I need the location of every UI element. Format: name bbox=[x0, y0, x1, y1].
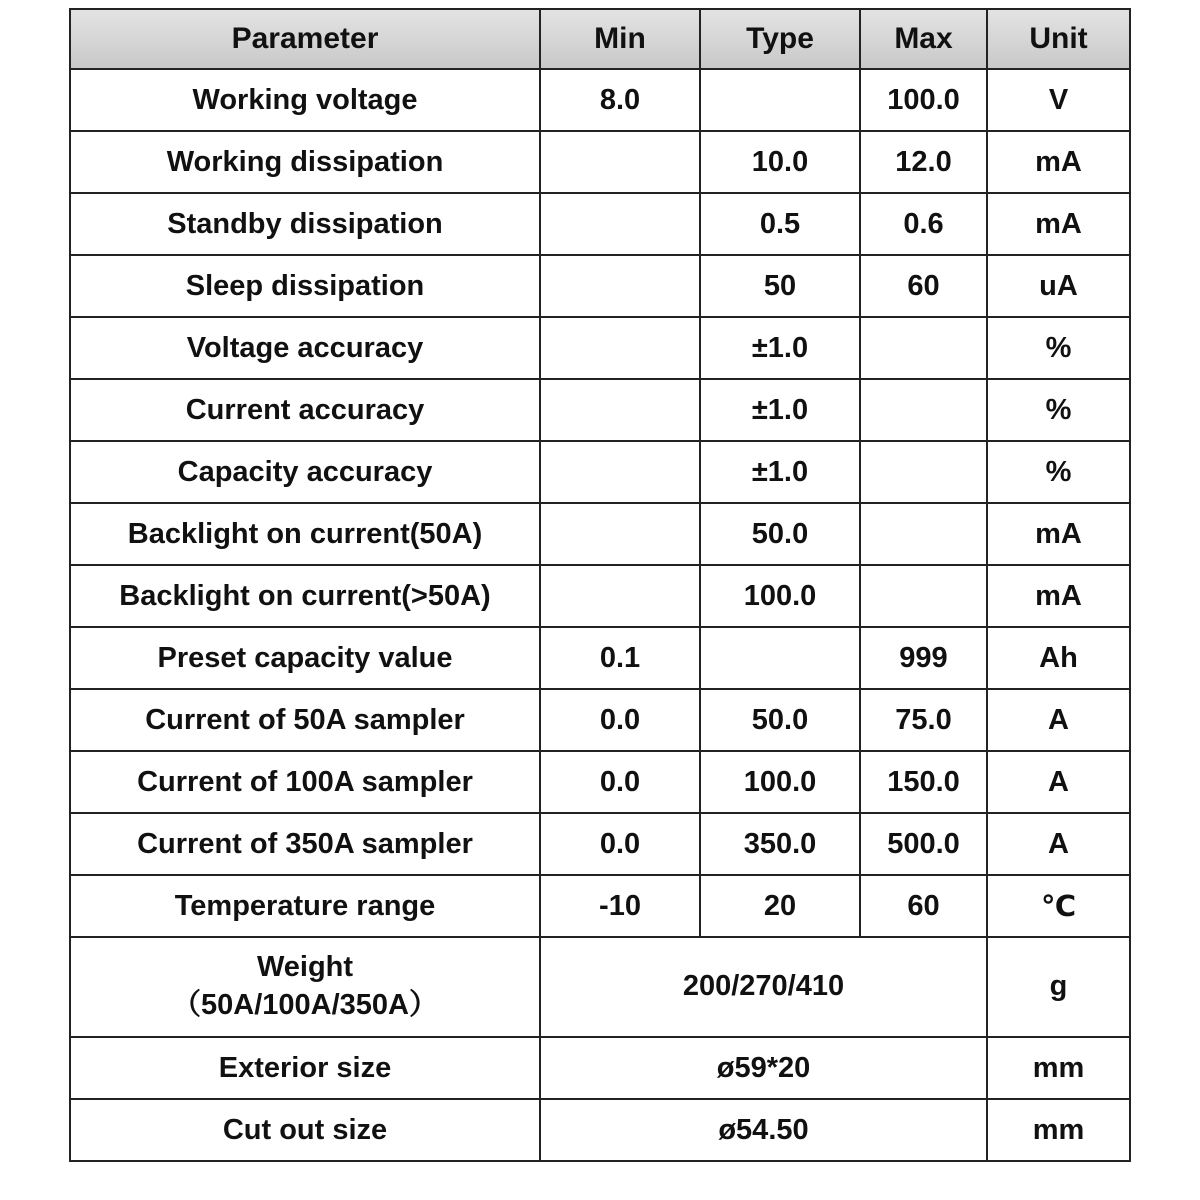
table-row bbox=[70, 69, 1130, 131]
unit-cell: V bbox=[987, 69, 1130, 131]
type-cell: 50.0 bbox=[700, 503, 860, 565]
max-cell bbox=[860, 317, 987, 379]
min-cell: 8.0 bbox=[540, 69, 700, 131]
table-row bbox=[70, 937, 1130, 1037]
type-cell: 100.0 bbox=[700, 751, 860, 813]
max-cell: 75.0 bbox=[860, 689, 987, 751]
unit-cell: uA bbox=[987, 255, 1130, 317]
type-cell: 50.0 bbox=[700, 689, 860, 751]
table-row bbox=[70, 379, 1130, 441]
unit-cell: mA bbox=[987, 565, 1130, 627]
value-cell: ø54.50 bbox=[540, 1099, 987, 1161]
max-cell: 60 bbox=[860, 255, 987, 317]
max-cell: 100.0 bbox=[860, 69, 987, 131]
type-cell: ±1.0 bbox=[700, 317, 860, 379]
table-row bbox=[70, 565, 1130, 627]
param-cell: Backlight on current(>50A) bbox=[70, 565, 540, 627]
table-row bbox=[70, 503, 1130, 565]
type-cell: 100.0 bbox=[700, 565, 860, 627]
table-row bbox=[70, 317, 1130, 379]
max-cell bbox=[860, 441, 987, 503]
max-cell: 12.0 bbox=[860, 131, 987, 193]
type-cell: ±1.0 bbox=[700, 379, 860, 441]
unit-cell: mA bbox=[987, 131, 1130, 193]
min-cell bbox=[540, 131, 700, 193]
min-cell bbox=[540, 255, 700, 317]
min-cell bbox=[540, 379, 700, 441]
param-cell: Current of 50A sampler bbox=[70, 689, 540, 751]
min-cell: 0.0 bbox=[540, 813, 700, 875]
spec-table bbox=[69, 8, 1131, 1162]
type-cell: 0.5 bbox=[700, 193, 860, 255]
max-cell bbox=[860, 565, 987, 627]
param-cell: Working dissipation bbox=[70, 131, 540, 193]
min-cell bbox=[540, 317, 700, 379]
param-cell: Temperature range bbox=[70, 875, 540, 937]
min-cell: 0.0 bbox=[540, 751, 700, 813]
value-cell: 200/270/410 bbox=[540, 937, 987, 1037]
max-cell: 0.6 bbox=[860, 193, 987, 255]
param-cell: Standby dissipation bbox=[70, 193, 540, 255]
type-cell bbox=[700, 69, 860, 131]
min-cell bbox=[540, 565, 700, 627]
max-cell: 150.0 bbox=[860, 751, 987, 813]
type-cell: ±1.0 bbox=[700, 441, 860, 503]
unit-cell: A bbox=[987, 813, 1130, 875]
table-row bbox=[70, 441, 1130, 503]
unit-cell: ℃ bbox=[987, 875, 1130, 937]
unit-cell: mA bbox=[987, 193, 1130, 255]
max-cell: 500.0 bbox=[860, 813, 987, 875]
param-cell bbox=[70, 937, 540, 1037]
type-cell: 350.0 bbox=[700, 813, 860, 875]
param-cell: Current of 350A sampler bbox=[70, 813, 540, 875]
col-header-type: Type bbox=[700, 9, 860, 69]
param-cell: Cut out size bbox=[70, 1099, 540, 1161]
param-cell: Voltage accuracy bbox=[70, 317, 540, 379]
unit-cell: % bbox=[987, 379, 1130, 441]
type-cell: 20 bbox=[700, 875, 860, 937]
unit-cell: mm bbox=[987, 1099, 1130, 1161]
col-header-parameter: Parameter bbox=[70, 9, 540, 69]
table-row bbox=[70, 131, 1130, 193]
param-cell: Current of 100A sampler bbox=[70, 751, 540, 813]
table-row bbox=[70, 627, 1130, 689]
max-cell: 60 bbox=[860, 875, 987, 937]
type-cell: 50 bbox=[700, 255, 860, 317]
min-cell bbox=[540, 441, 700, 503]
header-row bbox=[70, 9, 1130, 69]
param-cell: Capacity accuracy bbox=[70, 441, 540, 503]
table-row bbox=[70, 193, 1130, 255]
max-cell: 999 bbox=[860, 627, 987, 689]
spec-table-body bbox=[70, 69, 1130, 1161]
unit-cell: A bbox=[987, 689, 1130, 751]
min-cell: 0.0 bbox=[540, 689, 700, 751]
unit-cell: % bbox=[987, 317, 1130, 379]
param-line1: Weight bbox=[256, 951, 354, 984]
param-line2: （50A/100A/350A） bbox=[172, 989, 438, 1021]
unit-cell: A bbox=[987, 751, 1130, 813]
table-row bbox=[70, 1099, 1130, 1161]
min-cell bbox=[540, 193, 700, 255]
unit-cell: % bbox=[987, 441, 1130, 503]
param-cell: Exterior size bbox=[70, 1037, 540, 1099]
table-row bbox=[70, 689, 1130, 751]
param-cell: Working voltage bbox=[70, 69, 540, 131]
type-cell bbox=[700, 627, 860, 689]
max-cell bbox=[860, 379, 987, 441]
col-header-max: Max bbox=[860, 9, 987, 69]
param-cell: Backlight on current(50A) bbox=[70, 503, 540, 565]
param-cell: Current accuracy bbox=[70, 379, 540, 441]
table-row bbox=[70, 1037, 1130, 1099]
col-header-min: Min bbox=[540, 9, 700, 69]
min-cell: 0.1 bbox=[540, 627, 700, 689]
table-row bbox=[70, 751, 1130, 813]
min-cell: -10 bbox=[540, 875, 700, 937]
max-cell bbox=[860, 503, 987, 565]
min-cell bbox=[540, 503, 700, 565]
param-cell: Sleep dissipation bbox=[70, 255, 540, 317]
value-cell: ø59*20 bbox=[540, 1037, 987, 1099]
table-row bbox=[70, 255, 1130, 317]
col-header-unit: Unit bbox=[987, 9, 1130, 69]
unit-cell: Ah bbox=[987, 627, 1130, 689]
type-cell: 10.0 bbox=[700, 131, 860, 193]
unit-cell: mm bbox=[987, 1037, 1130, 1099]
table-row bbox=[70, 813, 1130, 875]
table-row bbox=[70, 875, 1130, 937]
unit-cell: mA bbox=[987, 503, 1130, 565]
param-cell: Preset capacity value bbox=[70, 627, 540, 689]
unit-cell: g bbox=[987, 937, 1130, 1037]
